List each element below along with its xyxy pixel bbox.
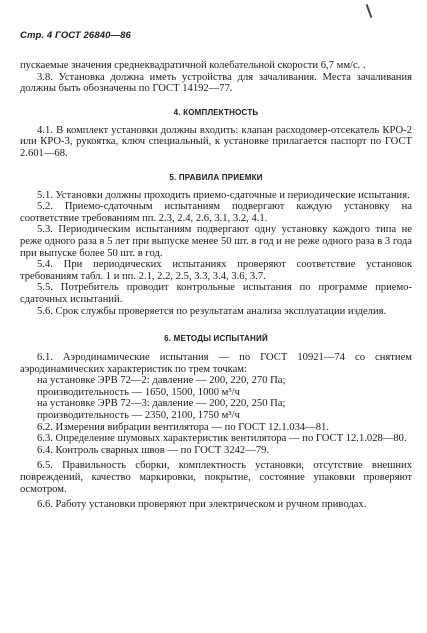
paragraph-5-4: 5.4. При периодических испытаниях проверяют соответствие установок требованиям табл. 1 и пп. 2.1, 2.2, 2.5, 3.3, 3.4, 3.6, 3.7.	[20, 259, 412, 282]
paragraph-6-1-line: на установке ЭРВ 72—3: давление — 200, 220, 250 Па;	[37, 398, 286, 410]
document-body	[20, 60, 412, 511]
paragraph-5-6: 5.6. Срок службы проверяется по результатам анализа эксплуатации изделия.	[37, 305, 387, 317]
paragraph-5-5: 5.5. Потребитель проводит контрольные испытания по программе приемо-сдаточных испытаний.	[20, 282, 412, 305]
paragraph-4-1: 4.1. В комплект установки должны входить: клапан расходомер-отсекатель КРО-2 или КРО-3, рукоятка, ключ специальный, к установке прилагается паспорт по ГОСТ 2.601—68.	[20, 124, 412, 159]
paragraph-6-1-line: на установке ЭРВ 72—2: давление — 200, 220, 270 Па;	[37, 375, 286, 387]
paragraph-6-2: 6.2. Измерения вибрации вентилятора — по ГОСТ 12.1.034—81.	[37, 421, 330, 433]
section-4-title: 4. КОМПЛЕКТНОСТЬ	[173, 107, 259, 117]
paragraph-6-6: 6.6. Работу установки проверяют при электрическом и ручном приводах.	[37, 499, 367, 511]
paragraph-5-1: 5.1. Установки должны проходить приемо-сдаточные и периодические испытания.	[37, 189, 410, 201]
page-header: Стр. 4 ГОСТ 26840—86	[20, 30, 131, 41]
paragraph-6-5: 6.5. Правильность сборки, комплектность установки, отсутствие внешних повреждений, качество маркировки, покрытие, состояние упаковки проверяют осмотром.	[20, 460, 412, 495]
paragraph-5-3: 5.3. Периодическим испытаниям подвергают одну установку каждого типа не реже одного раза в 5 лет при выпуске менее 50 шт. в год и не реже одного раза в 3 года при выпуске более 50 шт. в год.	[20, 224, 412, 259]
paragraph-6-1: 6.1. Аэродинамические испытания — по ГОСТ 10921—74 со снятием аэродинамических характеристик по трем точкам:	[20, 352, 412, 375]
paragraph-intro-continuation: пускаемые значения среднеквадратичной колебательной скорости 6,7 мм/с. .	[20, 60, 366, 71]
scan-mark	[366, 4, 373, 18]
paragraph-6-3: 6.3. Определение шумовых характеристик вентилятора — по ГОСТ 12.1.028—80.	[37, 433, 407, 445]
paragraph-6-1-line: производительность — 1650, 1500, 1000 м³/ч	[37, 386, 240, 398]
paragraph-5-2: 5.2. Приемо-сдаточным испытаниям подвергают каждую установку на соответствие требованиям пп. 2.3, 2.4, 2.6, 3.1, 3.2, 4.1.	[20, 201, 412, 224]
paragraph-6-1-line: производительность — 2350, 2100, 1750 м³/ч	[37, 410, 240, 422]
section-5-title: 5. ПРАВИЛА ПРИЕМКИ	[169, 172, 263, 182]
paragraph-3-8: 3.8. Установка должна иметь устройства для зачаливания. Места зачаливания должны быть обозначены по ГОСТ 14192—77.	[20, 71, 412, 95]
paragraph-6-4: 6.4. Контроль сварных швов — по ГОСТ 3242—79.	[37, 444, 270, 456]
section-6-title: 6. МЕТОДЫ ИСПЫТАНИЙ	[164, 334, 268, 344]
